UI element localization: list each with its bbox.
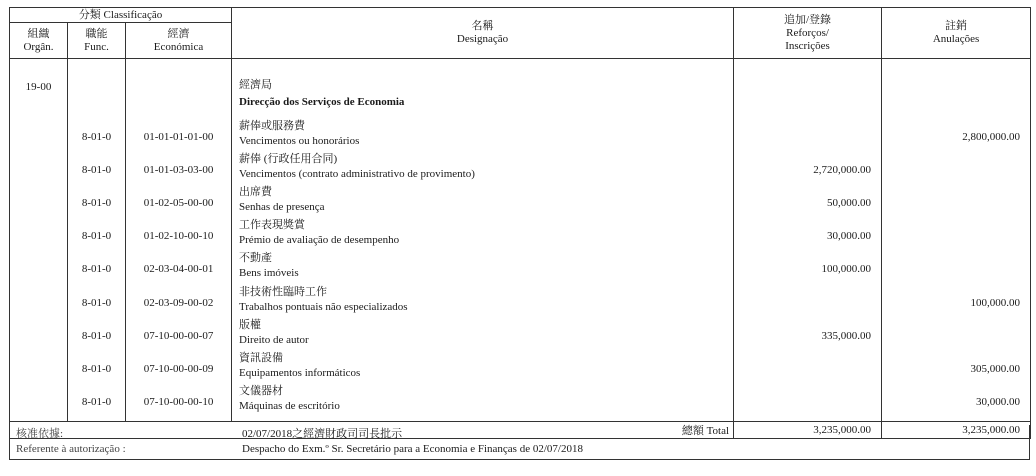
item-anulacao bbox=[882, 150, 1031, 183]
organ-header bbox=[10, 23, 68, 59]
econ-zh: 經濟 bbox=[167, 27, 190, 40]
item-designation bbox=[232, 249, 734, 282]
designacao-header bbox=[232, 8, 734, 59]
item-anulacao: 100,000.00 bbox=[882, 282, 1031, 315]
item-econ: 07-10-00-00-07 bbox=[126, 316, 232, 349]
total-anulacoes: 3,235,000.00 bbox=[882, 421, 1031, 438]
item-reforco: 50,000.00 bbox=[734, 183, 882, 216]
item-designation-zh: 文儀器材 bbox=[239, 385, 284, 398]
item-func: 8-01-0 bbox=[68, 216, 126, 249]
item-designation-pt: Vencimentos (contrato administrativo de provimento) bbox=[239, 167, 475, 180]
item-designation-pt: Prémio de avaliação de desempenho bbox=[239, 234, 400, 247]
organ-zh: 組織 bbox=[27, 27, 50, 40]
item-anulacao bbox=[882, 216, 1031, 249]
reforcos-pt2: Inscrições bbox=[785, 39, 830, 52]
organ-name bbox=[232, 71, 734, 117]
item-econ: 01-01-03-03-00 bbox=[126, 150, 232, 183]
anulacoes-zh: 註銷 bbox=[945, 20, 968, 32]
item-designation bbox=[232, 216, 734, 249]
designacao-zh: 名稱 bbox=[471, 20, 494, 32]
item-func: 8-01-0 bbox=[68, 316, 126, 349]
item-econ: 01-02-05-00-00 bbox=[126, 183, 232, 216]
budget-item-row bbox=[10, 316, 1031, 349]
item-designation bbox=[232, 349, 734, 382]
total-reforcos: 3,235,000.00 bbox=[734, 421, 882, 438]
item-designation-zh: 非技術性臨時工作 bbox=[239, 285, 328, 298]
item-func: 8-01-0 bbox=[68, 183, 126, 216]
item-designation-zh: 版權 bbox=[239, 318, 262, 331]
organ-code: 19-00 bbox=[10, 71, 68, 117]
item-designation bbox=[232, 150, 734, 183]
item-reforco: 335,000.00 bbox=[734, 316, 882, 349]
budget-item-row bbox=[10, 349, 1031, 382]
item-func: 8-01-0 bbox=[68, 282, 126, 315]
item-designation-pt: Equipamentos informáticos bbox=[239, 367, 361, 379]
func-pt: Func. bbox=[84, 40, 109, 53]
budget-item-row bbox=[10, 183, 1031, 216]
item-organ bbox=[10, 382, 68, 415]
budget-item-row bbox=[10, 117, 1031, 150]
organ-name-pt: Direcção dos Serviços de Economia bbox=[239, 95, 405, 108]
item-anulacao: 305,000.00 bbox=[882, 349, 1031, 382]
budget-item-row bbox=[10, 249, 1031, 282]
item-econ: 02-03-04-00-01 bbox=[126, 249, 232, 282]
budget-item-row bbox=[10, 150, 1031, 183]
authorization-value-pt: Despacho do Exm.º Sr. Secretário para a Economia e Finanças de 02/07/2018 bbox=[242, 443, 583, 455]
authorization-label-zh: 核准依據: bbox=[16, 428, 64, 440]
budget-table bbox=[9, 7, 1031, 439]
item-anulacao bbox=[882, 249, 1031, 282]
authorization-label-pt: Referente à autorização : bbox=[16, 443, 126, 455]
item-organ bbox=[10, 150, 68, 183]
item-reforco: 100,000.00 bbox=[734, 249, 882, 282]
organ-name-zh: 經濟局 bbox=[239, 78, 273, 91]
item-func: 8-01-0 bbox=[68, 150, 126, 183]
item-econ: 07-10-00-00-09 bbox=[126, 349, 232, 382]
item-reforco bbox=[734, 349, 882, 382]
item-reforco: 30,000.00 bbox=[734, 216, 882, 249]
item-reforco: 2,720,000.00 bbox=[734, 150, 882, 183]
organ-pt: Orgân. bbox=[23, 40, 54, 53]
item-designation bbox=[232, 282, 734, 315]
anulacoes-pt: Anulações bbox=[932, 33, 980, 45]
authorization-value-zh: 02/07/2018之經濟財政司司長批示 bbox=[242, 428, 403, 440]
item-designation bbox=[232, 316, 734, 349]
item-func: 8-01-0 bbox=[68, 117, 126, 150]
budget-item-row bbox=[10, 216, 1031, 249]
item-econ: 02-03-09-00-02 bbox=[126, 282, 232, 315]
item-organ bbox=[10, 249, 68, 282]
item-reforco bbox=[734, 282, 882, 315]
authorization-values bbox=[242, 427, 583, 457]
econ-pt: Económica bbox=[153, 40, 204, 53]
item-designation-zh: 出席費 bbox=[239, 186, 273, 199]
item-organ bbox=[10, 216, 68, 249]
item-designation-pt: Vencimentos ou honorários bbox=[239, 134, 360, 147]
item-designation bbox=[232, 183, 734, 216]
classificacao-header: 分類 Classificação bbox=[10, 8, 232, 23]
item-organ bbox=[10, 349, 68, 382]
reforcos-header bbox=[734, 8, 882, 59]
item-reforco bbox=[734, 382, 882, 415]
item-econ: 01-02-10-00-10 bbox=[126, 216, 232, 249]
anulacoes-header bbox=[882, 8, 1031, 59]
item-designation-zh: 薪俸 (行政任用合同) bbox=[239, 152, 338, 165]
func-zh: 職能 bbox=[85, 27, 108, 40]
item-func: 8-01-0 bbox=[68, 349, 126, 382]
budget-table-frame bbox=[9, 7, 1030, 467]
item-organ bbox=[10, 183, 68, 216]
item-anulacao bbox=[882, 183, 1031, 216]
item-organ bbox=[10, 316, 68, 349]
designacao-pt: Designação bbox=[456, 33, 509, 45]
item-designation-pt: Trabalhos pontuais não especializados bbox=[239, 300, 408, 313]
func-header bbox=[68, 23, 126, 59]
item-designation-pt: Bens imóveis bbox=[239, 267, 299, 280]
item-designation-zh: 工作表現獎賞 bbox=[239, 219, 306, 232]
item-func: 8-01-0 bbox=[68, 382, 126, 415]
item-anulacao: 2,800,000.00 bbox=[882, 117, 1031, 150]
organ-row bbox=[10, 71, 1031, 117]
reforcos-pt1: Reforços/ bbox=[786, 26, 829, 39]
budget-item-row bbox=[10, 282, 1031, 315]
item-organ bbox=[10, 117, 68, 150]
total-label: 總額 Total bbox=[10, 421, 734, 438]
budget-item-row bbox=[10, 382, 1031, 415]
item-designation bbox=[232, 117, 734, 150]
item-anulacao bbox=[882, 316, 1031, 349]
econ-header bbox=[126, 23, 232, 59]
item-anulacao: 30,000.00 bbox=[882, 382, 1031, 415]
item-econ: 01-01-01-01-00 bbox=[126, 117, 232, 150]
item-designation-pt: Direito de autor bbox=[239, 333, 309, 346]
item-designation-pt: Máquinas de escritório bbox=[239, 400, 340, 413]
item-econ: 07-10-00-00-10 bbox=[126, 382, 232, 415]
item-designation-zh: 薪俸或服務費 bbox=[239, 119, 306, 132]
item-designation-zh: 不動產 bbox=[239, 252, 273, 265]
item-func: 8-01-0 bbox=[68, 249, 126, 282]
item-organ bbox=[10, 282, 68, 315]
item-designation-pt: Senhas de presença bbox=[239, 201, 325, 214]
item-reforco bbox=[734, 117, 882, 150]
item-designation bbox=[232, 382, 734, 415]
reforcos-zh: 追加/登錄 bbox=[784, 13, 832, 26]
authorization-labels bbox=[16, 427, 126, 457]
item-designation-zh: 資訊設備 bbox=[239, 352, 284, 364]
authorization-footer bbox=[9, 425, 1030, 460]
